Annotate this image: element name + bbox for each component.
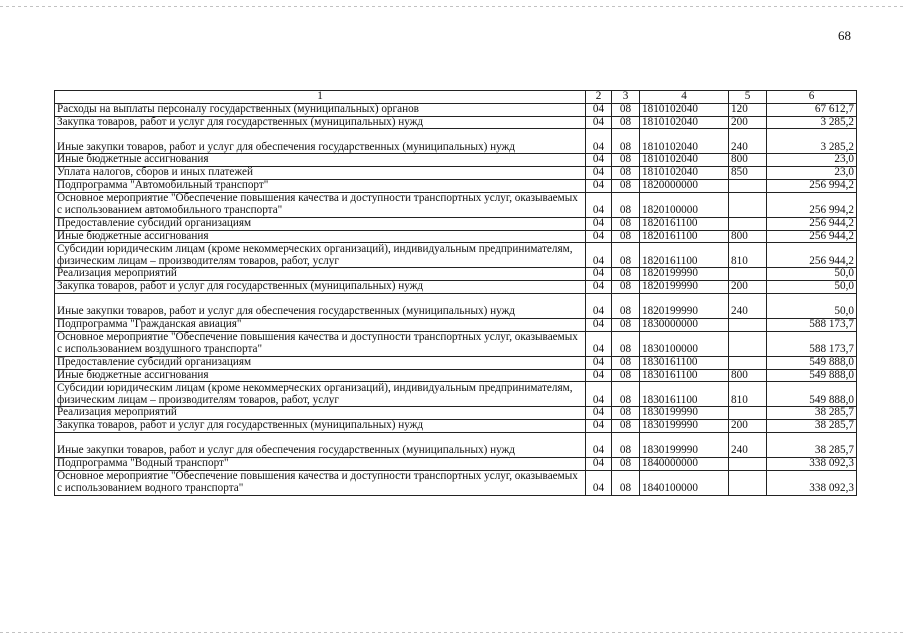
row-code-subsection: 08 xyxy=(612,129,640,154)
row-code-expense-type: 810 xyxy=(729,382,767,407)
row-name: Основное мероприятие "Обеспечение повышения качества и доступности транспортных услуг, оказываемых с использованием водного транспорта" xyxy=(55,470,586,495)
row-amount: 338 092,3 xyxy=(767,470,857,495)
row-code-subsection: 08 xyxy=(612,179,640,192)
row-code-section: 04 xyxy=(586,457,612,470)
row-name: Предоставление субсидий организациям xyxy=(55,356,586,369)
table-row xyxy=(55,382,857,407)
row-code-section: 04 xyxy=(586,432,612,457)
header-col-3: 3 xyxy=(612,91,640,104)
row-name: Иные закупки товаров, работ и услуг для обеспечения государственных (муниципальных) нужд xyxy=(55,293,586,318)
row-code-expense-type: 240 xyxy=(729,432,767,457)
table-row xyxy=(55,356,857,369)
row-code-section: 04 xyxy=(586,369,612,382)
row-code-target: 1810102040 xyxy=(640,154,729,167)
row-code-target: 1810102040 xyxy=(640,103,729,116)
row-code-subsection: 08 xyxy=(612,116,640,129)
row-code-target: 1820161100 xyxy=(640,217,729,230)
table-body xyxy=(55,103,857,495)
row-code-target: 1820000000 xyxy=(640,179,729,192)
row-code-expense-type xyxy=(729,192,767,217)
row-code-expense-type: 810 xyxy=(729,243,767,268)
row-name: Основное мероприятие "Обеспечение повышения качества и доступности транспортных услуг, оказываемых с использованием автомобильного транспорта" xyxy=(55,192,586,217)
row-code-expense-type: 800 xyxy=(729,369,767,382)
row-amount: 256 994,2 xyxy=(767,179,857,192)
row-name: Предоставление субсидий организациям xyxy=(55,217,586,230)
table-row xyxy=(55,243,857,268)
row-code-section: 04 xyxy=(586,356,612,369)
table-row xyxy=(55,192,857,217)
row-code-subsection: 08 xyxy=(612,331,640,356)
row-code-target: 1830000000 xyxy=(640,318,729,331)
row-code-subsection: 08 xyxy=(612,243,640,268)
row-code-expense-type xyxy=(729,268,767,281)
header-col-4: 4 xyxy=(640,91,729,104)
row-code-target: 1830100000 xyxy=(640,331,729,356)
scan-edge-bottom xyxy=(0,632,905,633)
row-code-section: 04 xyxy=(586,407,612,420)
row-code-target: 1820100000 xyxy=(640,192,729,217)
row-code-target: 1830161100 xyxy=(640,382,729,407)
table-row xyxy=(55,154,857,167)
row-code-subsection: 08 xyxy=(612,154,640,167)
row-code-subsection: 08 xyxy=(612,268,640,281)
row-code-target: 1810102040 xyxy=(640,116,729,129)
row-code-subsection: 08 xyxy=(612,192,640,217)
row-name: Иные закупки товаров, работ и услуг для обеспечения государственных (муниципальных) нужд xyxy=(55,129,586,154)
row-code-subsection: 08 xyxy=(612,217,640,230)
row-code-subsection: 08 xyxy=(612,103,640,116)
row-code-section: 04 xyxy=(586,382,612,407)
header-col-1: 1 xyxy=(55,91,586,104)
table-row xyxy=(55,318,857,331)
table-row xyxy=(55,167,857,180)
row-code-section: 04 xyxy=(586,293,612,318)
row-code-expense-type: 240 xyxy=(729,129,767,154)
row-code-section: 04 xyxy=(586,103,612,116)
row-code-section: 04 xyxy=(586,243,612,268)
table-row xyxy=(55,457,857,470)
row-code-section: 04 xyxy=(586,470,612,495)
page-number: 68 xyxy=(838,28,851,43)
row-code-expense-type xyxy=(729,318,767,331)
row-code-target: 1830161100 xyxy=(640,369,729,382)
row-amount: 256 944,2 xyxy=(767,230,857,243)
row-amount: 588 173,7 xyxy=(767,318,857,331)
row-code-expense-type xyxy=(729,217,767,230)
row-code-subsection: 08 xyxy=(612,420,640,433)
row-code-expense-type xyxy=(729,179,767,192)
table-row xyxy=(55,103,857,116)
table-row xyxy=(55,217,857,230)
row-amount: 38 285,7 xyxy=(767,432,857,457)
table-row xyxy=(55,420,857,433)
row-amount: 256 944,2 xyxy=(767,217,857,230)
row-code-target: 1820199990 xyxy=(640,281,729,294)
row-code-subsection: 08 xyxy=(612,318,640,331)
row-code-section: 04 xyxy=(586,116,612,129)
row-amount: 256 994,2 xyxy=(767,192,857,217)
row-amount: 23,0 xyxy=(767,167,857,180)
row-amount: 549 888,0 xyxy=(767,382,857,407)
row-amount: 256 944,2 xyxy=(767,243,857,268)
row-name: Иные бюджетные ассигнования xyxy=(55,230,586,243)
row-amount: 549 888,0 xyxy=(767,356,857,369)
row-code-target: 1830199990 xyxy=(640,420,729,433)
row-code-expense-type: 200 xyxy=(729,420,767,433)
row-code-target: 1820161100 xyxy=(640,230,729,243)
row-name: Закупка товаров, работ и услуг для государственных (муниципальных) нужд xyxy=(55,420,586,433)
row-name: Закупка товаров, работ и услуг для государственных (муниципальных) нужд xyxy=(55,281,586,294)
row-name: Уплата налогов, сборов и иных платежей xyxy=(55,167,586,180)
row-amount: 3 285,2 xyxy=(767,129,857,154)
header-col-6: 6 xyxy=(767,91,857,104)
row-code-section: 04 xyxy=(586,230,612,243)
row-name: Основное мероприятие "Обеспечение повышения качества и доступности транспортных услуг, оказываемых с использованием воздушного транспорта" xyxy=(55,331,586,356)
table-row xyxy=(55,432,857,457)
row-amount: 588 173,7 xyxy=(767,331,857,356)
row-code-target: 1840000000 xyxy=(640,457,729,470)
row-code-expense-type: 800 xyxy=(729,154,767,167)
row-amount: 38 285,7 xyxy=(767,420,857,433)
row-code-expense-type: 240 xyxy=(729,293,767,318)
table-row xyxy=(55,268,857,281)
row-code-subsection: 08 xyxy=(612,457,640,470)
row-code-section: 04 xyxy=(586,318,612,331)
table-row xyxy=(55,369,857,382)
row-code-expense-type xyxy=(729,331,767,356)
header-col-2: 2 xyxy=(586,91,612,104)
row-code-subsection: 08 xyxy=(612,369,640,382)
row-code-expense-type: 200 xyxy=(729,281,767,294)
table-header-row xyxy=(55,91,857,104)
table-row xyxy=(55,230,857,243)
row-code-subsection: 08 xyxy=(612,230,640,243)
row-code-target: 1830161100 xyxy=(640,356,729,369)
row-name: Иные закупки товаров, работ и услуг для обеспечения государственных (муниципальных) нужд xyxy=(55,432,586,457)
row-amount: 50,0 xyxy=(767,281,857,294)
row-amount: 549 888,0 xyxy=(767,369,857,382)
row-amount: 38 285,7 xyxy=(767,407,857,420)
row-code-target: 1810102040 xyxy=(640,129,729,154)
row-code-expense-type: 120 xyxy=(729,103,767,116)
row-name: Реализация мероприятий xyxy=(55,268,586,281)
row-name: Подпрограмма "Гражданская авиация" xyxy=(55,318,586,331)
row-code-target: 1830199990 xyxy=(640,407,729,420)
row-code-target: 1820199990 xyxy=(640,268,729,281)
row-code-section: 04 xyxy=(586,217,612,230)
row-code-expense-type: 200 xyxy=(729,116,767,129)
row-code-section: 04 xyxy=(586,268,612,281)
row-code-subsection: 08 xyxy=(612,167,640,180)
row-code-expense-type xyxy=(729,407,767,420)
row-code-expense-type xyxy=(729,457,767,470)
row-code-subsection: 08 xyxy=(612,470,640,495)
row-code-target: 1810102040 xyxy=(640,167,729,180)
row-code-subsection: 08 xyxy=(612,293,640,318)
row-code-target: 1820199990 xyxy=(640,293,729,318)
scan-edge-top xyxy=(0,6,905,7)
table-row xyxy=(55,281,857,294)
row-code-target: 1830199990 xyxy=(640,432,729,457)
row-amount: 3 285,2 xyxy=(767,116,857,129)
row-code-section: 04 xyxy=(586,281,612,294)
row-name: Закупка товаров, работ и услуг для государственных (муниципальных) нужд xyxy=(55,116,586,129)
row-code-subsection: 08 xyxy=(612,407,640,420)
row-name: Субсидии юридическим лицам (кроме некоммерческих организаций), индивидуальным предпринимателям, физическим лицам – производителям товаров, работ, услуг xyxy=(55,382,586,407)
row-name: Расходы на выплаты персоналу государственных (муниципальных) органов xyxy=(55,103,586,116)
table-row xyxy=(55,293,857,318)
row-name: Подпрограмма "Водный транспорт" xyxy=(55,457,586,470)
row-name: Реализация мероприятий xyxy=(55,407,586,420)
row-amount: 67 612,7 xyxy=(767,103,857,116)
table-row xyxy=(55,116,857,129)
header-col-5: 5 xyxy=(729,91,767,104)
row-code-subsection: 08 xyxy=(612,382,640,407)
row-code-expense-type xyxy=(729,470,767,495)
row-code-section: 04 xyxy=(586,331,612,356)
row-code-section: 04 xyxy=(586,129,612,154)
row-code-section: 04 xyxy=(586,154,612,167)
row-name: Подпрограмма "Автомобильный транспорт" xyxy=(55,179,586,192)
row-code-section: 04 xyxy=(586,420,612,433)
row-code-section: 04 xyxy=(586,192,612,217)
row-code-expense-type: 800 xyxy=(729,230,767,243)
row-code-expense-type: 850 xyxy=(729,167,767,180)
table-row xyxy=(55,129,857,154)
budget-table xyxy=(54,90,857,496)
row-code-target: 1840100000 xyxy=(640,470,729,495)
row-code-subsection: 08 xyxy=(612,432,640,457)
row-code-section: 04 xyxy=(586,167,612,180)
table-row xyxy=(55,407,857,420)
row-amount: 23,0 xyxy=(767,154,857,167)
row-code-target: 1820161100 xyxy=(640,243,729,268)
row-name: Иные бюджетные ассигнования xyxy=(55,154,586,167)
table-row xyxy=(55,331,857,356)
table-row xyxy=(55,179,857,192)
row-amount: 50,0 xyxy=(767,268,857,281)
row-code-subsection: 08 xyxy=(612,356,640,369)
row-amount: 338 092,3 xyxy=(767,457,857,470)
row-code-section: 04 xyxy=(586,179,612,192)
row-code-subsection: 08 xyxy=(612,281,640,294)
row-name: Иные бюджетные ассигнования xyxy=(55,369,586,382)
row-amount: 50,0 xyxy=(767,293,857,318)
row-name: Субсидии юридическим лицам (кроме некоммерческих организаций), индивидуальным предпринимателям, физическим лицам – производителям товаров, работ, услуг xyxy=(55,243,586,268)
row-code-expense-type xyxy=(729,356,767,369)
table-row xyxy=(55,470,857,495)
